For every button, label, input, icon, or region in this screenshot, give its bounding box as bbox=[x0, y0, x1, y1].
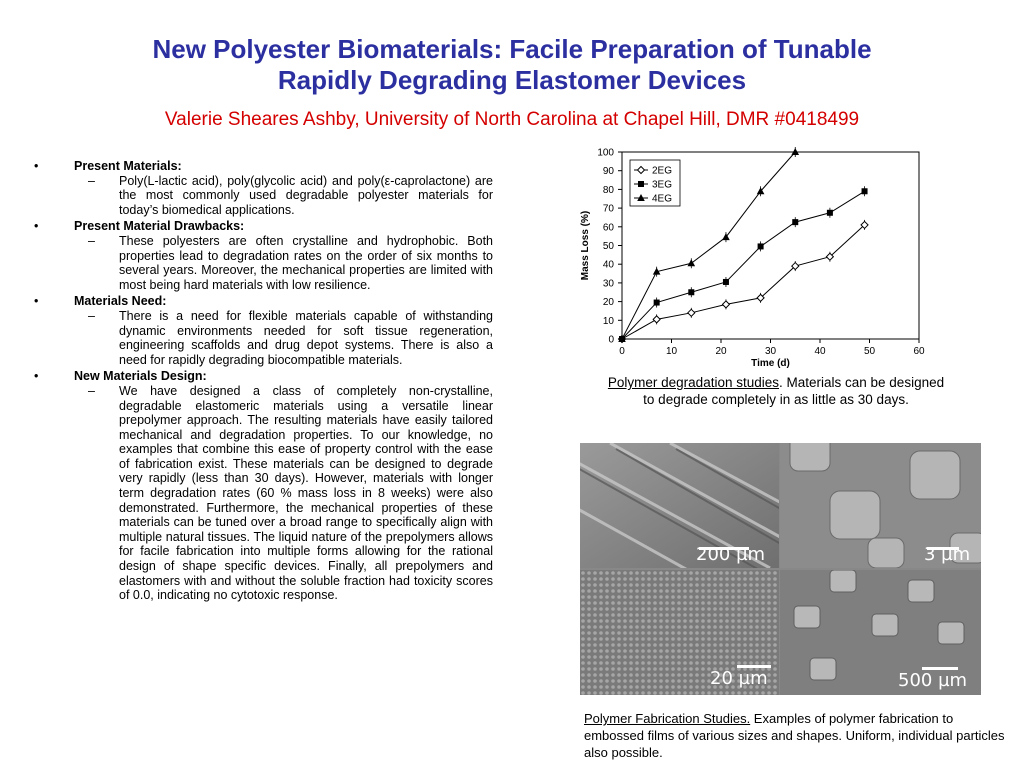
section-body bbox=[30, 384, 493, 603]
micrograph-grid bbox=[580, 443, 981, 695]
body-text: Poly(L-lactic acid), poly(glycolic acid) and poly(ε-caprolactone) are the most commonly used degradable polyester materials for today’s biomedical applications. bbox=[119, 173, 493, 217]
section-heading bbox=[30, 294, 493, 309]
bullet-icon: • bbox=[34, 369, 39, 384]
y-tick-label: 30 bbox=[602, 278, 614, 290]
y-tick-label: 10 bbox=[602, 315, 614, 327]
chart-caption-link[interactable]: Polymer degradation studies bbox=[607, 375, 779, 390]
body-text: There is a need for flexible materials capable of withstanding dynamic environments needed for soft tissue regeneration, engineering scaffolds and drug depot systems. There is also a need for rapidly degrading biocompatible materials. bbox=[119, 308, 493, 367]
section-drawbacks bbox=[30, 219, 493, 292]
heading-text: Materials Need: bbox=[74, 294, 167, 309]
y-tick-label: 20 bbox=[602, 297, 614, 309]
y-tick-label: 40 bbox=[602, 259, 614, 271]
body-text: These polyesters are often crystalline and hydrophobic. Both properties lead to degradation rates on the order of six months to several years. Moreover, the mechanical properties are limited with most being hard materials with low resilience. bbox=[119, 233, 493, 292]
title-line-2: Rapidly Degrading Elastomer Devices bbox=[277, 65, 747, 95]
text-column bbox=[30, 157, 493, 605]
heading-text: New Materials Design: bbox=[74, 369, 207, 384]
legend-label: 3EG bbox=[652, 179, 673, 191]
section-present-materials bbox=[30, 159, 493, 217]
body-text: We have designed a class of completely non-crystalline, degradable elastomeric materials using a versatile linear prepolymer approach. The resulting materials have easily tailored mechanical and degradation properties. To our knowledge, no examples that combine this ease of property control with the ease of fabrication exist. These materials can be designed to degrade very rapidly (less than 30 days). However, materials with longer term degradation rates (60 % mass loss in 8 weeks) were also demonstrated. Furthermore, the mechanical properties of these materials can be tuned over a broad range to specifically align with multiple natural tissues. The liquid nature of the prepolymers allows for facile fabrication into multiple forms allowing for the rational design of shape specific devices. Finally, all prepolymers and elastomers with and without the soluble fraction had toxicity scores of 0.0, indicating no cytotoxic response. bbox=[119, 383, 493, 603]
heading-text: Present Materials: bbox=[74, 159, 182, 173]
y-tick-label: 70 bbox=[602, 203, 614, 215]
section-body bbox=[30, 309, 493, 367]
x-tick-label: 0 bbox=[619, 346, 625, 357]
bullet-icon: • bbox=[34, 159, 39, 173]
legend-label: 4EG bbox=[652, 193, 673, 205]
y-tick-label: 80 bbox=[602, 184, 614, 196]
chart-caption-text: . Materials can be designed to degrade completely in as little as 30 days. bbox=[643, 375, 945, 407]
y-tick-label: 90 bbox=[602, 166, 614, 178]
page-title bbox=[0, 34, 1024, 96]
author-affiliation: Valerie Sheares Ashby, University of North Carolina at Chapel Hill, DMR #0418499 bbox=[164, 109, 860, 130]
x-tick-label: 10 bbox=[665, 346, 678, 357]
legend-label: 2EG bbox=[652, 165, 673, 177]
y-tick-label: 100 bbox=[597, 147, 614, 159]
x-tick-label: 50 bbox=[863, 346, 876, 357]
y-axis-label: Mass Loss (%) bbox=[580, 210, 591, 281]
x-tick-label: 60 bbox=[913, 346, 925, 357]
bullet-icon: • bbox=[34, 294, 39, 309]
y-tick-label: 60 bbox=[602, 222, 614, 234]
section-new-design bbox=[30, 369, 493, 603]
section-heading bbox=[30, 369, 493, 384]
section-body bbox=[30, 174, 493, 218]
section-body bbox=[30, 234, 493, 292]
dash-icon: – bbox=[88, 233, 95, 248]
dash-icon: – bbox=[88, 173, 95, 188]
data-point-3EG bbox=[862, 188, 868, 194]
section-heading bbox=[30, 159, 493, 174]
data-point-3EG bbox=[723, 279, 729, 285]
data-point-3EG bbox=[827, 210, 833, 216]
scale-label: 200 µm bbox=[696, 544, 766, 565]
scale-label: 3 µm bbox=[924, 544, 971, 565]
data-point-3EG bbox=[654, 300, 660, 306]
heading-text: Present Material Drawbacks: bbox=[74, 219, 245, 234]
chart-caption bbox=[604, 374, 948, 408]
x-tick-label: 40 bbox=[814, 346, 826, 357]
y-tick-label: 0 bbox=[608, 334, 614, 346]
micrograph-particles bbox=[780, 570, 981, 695]
dash-icon: – bbox=[88, 308, 95, 323]
fabrication-caption-link[interactable]: Polymer Fabrication Studies. bbox=[584, 711, 751, 726]
x-axis-label: Time (d) bbox=[751, 358, 790, 369]
data-point-3EG bbox=[758, 243, 764, 249]
bullet-icon: • bbox=[34, 219, 39, 234]
data-point-3EG bbox=[792, 219, 798, 225]
title-line-1: New Polyester Biomaterials: Facile Preparation of Tunable bbox=[152, 34, 872, 64]
fabrication-caption bbox=[584, 710, 1016, 761]
section-materials-need bbox=[30, 294, 493, 367]
fabrication-caption-text: Examples of polymer fabrication to embossed films of various sizes and shapes. Uniform, individual particles also possible. bbox=[584, 711, 1005, 760]
y-tick-label: 50 bbox=[602, 241, 614, 252]
micrograph-cubes bbox=[780, 443, 981, 568]
data-point-3EG bbox=[688, 289, 694, 295]
micrograph-ridges bbox=[580, 443, 779, 568]
section-heading bbox=[30, 219, 493, 234]
dash-icon: – bbox=[88, 383, 95, 398]
x-tick-label: 20 bbox=[715, 346, 727, 357]
legend-marker bbox=[638, 181, 644, 187]
x-tick-label: 30 bbox=[764, 346, 777, 357]
scale-label: 500 µm bbox=[898, 670, 968, 691]
micrograph-dense bbox=[580, 570, 779, 695]
scale-label: 20 µm bbox=[710, 668, 768, 689]
degradation-chart bbox=[574, 146, 934, 378]
